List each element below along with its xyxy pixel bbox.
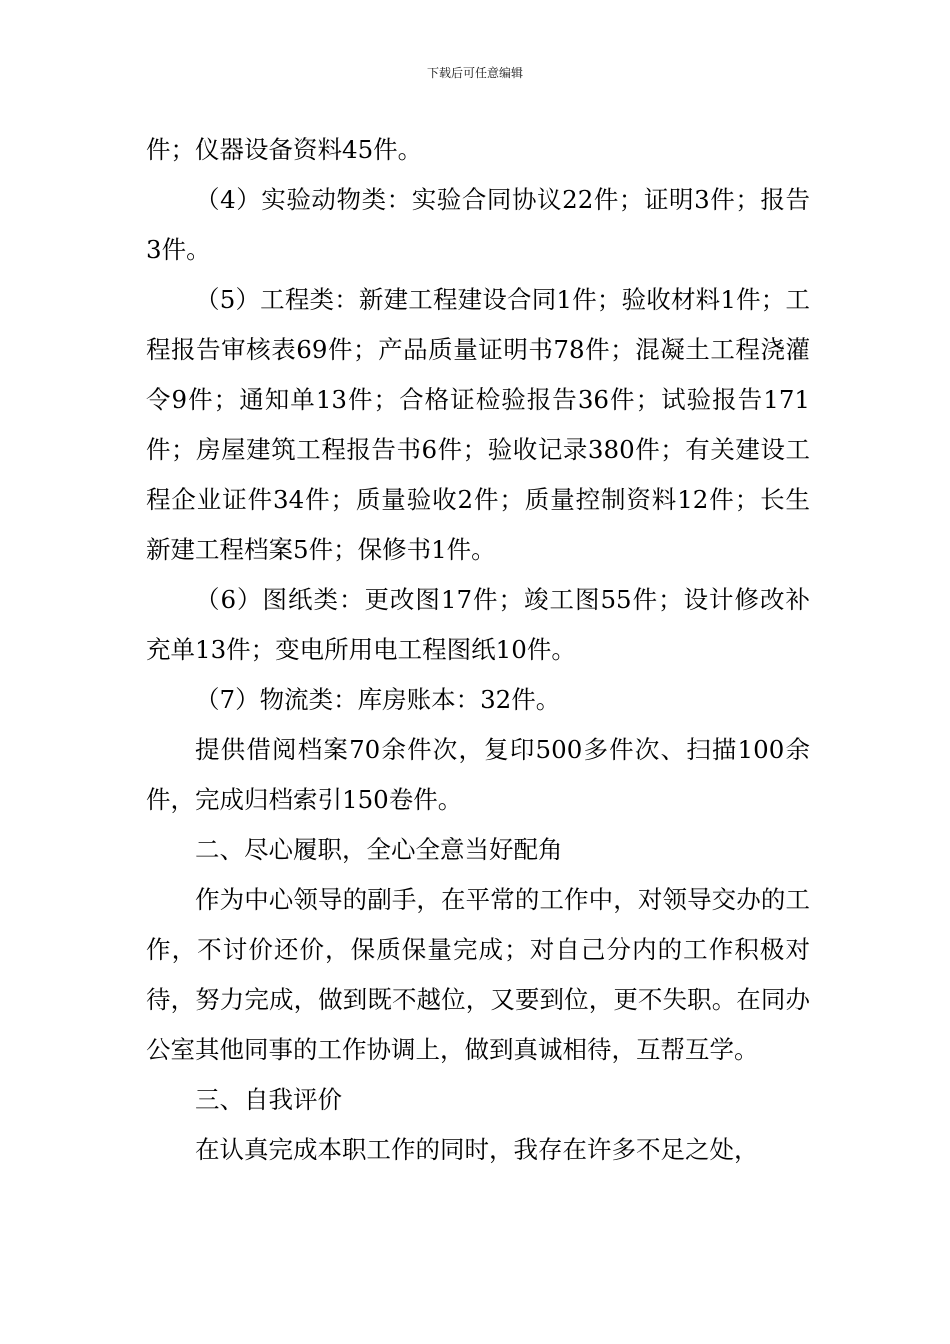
- paragraph-10: 在认真完成本职工作的同时，我存在许多不足之处，: [195, 1135, 759, 1164]
- paragraph-2: （4）实验动物类：实验合同协议22件；证明3件；报告3件。: [146, 185, 810, 264]
- page-header-note: 下载后可任意编辑: [426, 66, 523, 80]
- paragraph-8: 作为中心领导的副手，在平常的工作中，对领导交办的工作，不讨价还价，保质保量完成；对自己分内的工作积极对待，努力完成，做到既不越位，又要到位，更不失职。在同办公室其他同事的工作协调上，做到真诚相待，互帮互学。: [146, 885, 810, 1064]
- paragraph-6: 提供借阅档案70余件次，复印500多件次、扫描100余件，完成归档索引150卷件。: [146, 735, 810, 814]
- section-heading-3: 三、自我评价: [195, 1085, 342, 1114]
- section-heading-2: 二、尽心履职，全心全意当好配角: [195, 835, 563, 864]
- document-body: [146, 125, 810, 1175]
- paragraph-1: 件；仪器设备资料45件。: [146, 135, 423, 164]
- paragraph-4: （6）图纸类：更改图17件；竣工图55件；设计修改补充单13件；变电所用电工程图纸10件。: [146, 585, 810, 664]
- paragraph-5: （7）物流类：库房账本：32件。: [195, 685, 561, 714]
- paragraph-3: （5）工程类：新建工程建设合同1件；验收材料1件；工程报告审核表69件；产品质量证明书78件；混凝土工程浇灌令9件；通知单13件；合格证检验报告36件；试验报告171件；房屋建筑工程报告书6件；验收记录380件；有关建设工程企业证件34件；质量验收2件；质量控制资料12件；长生新建工程档案5件；保修书1件。: [146, 285, 810, 564]
